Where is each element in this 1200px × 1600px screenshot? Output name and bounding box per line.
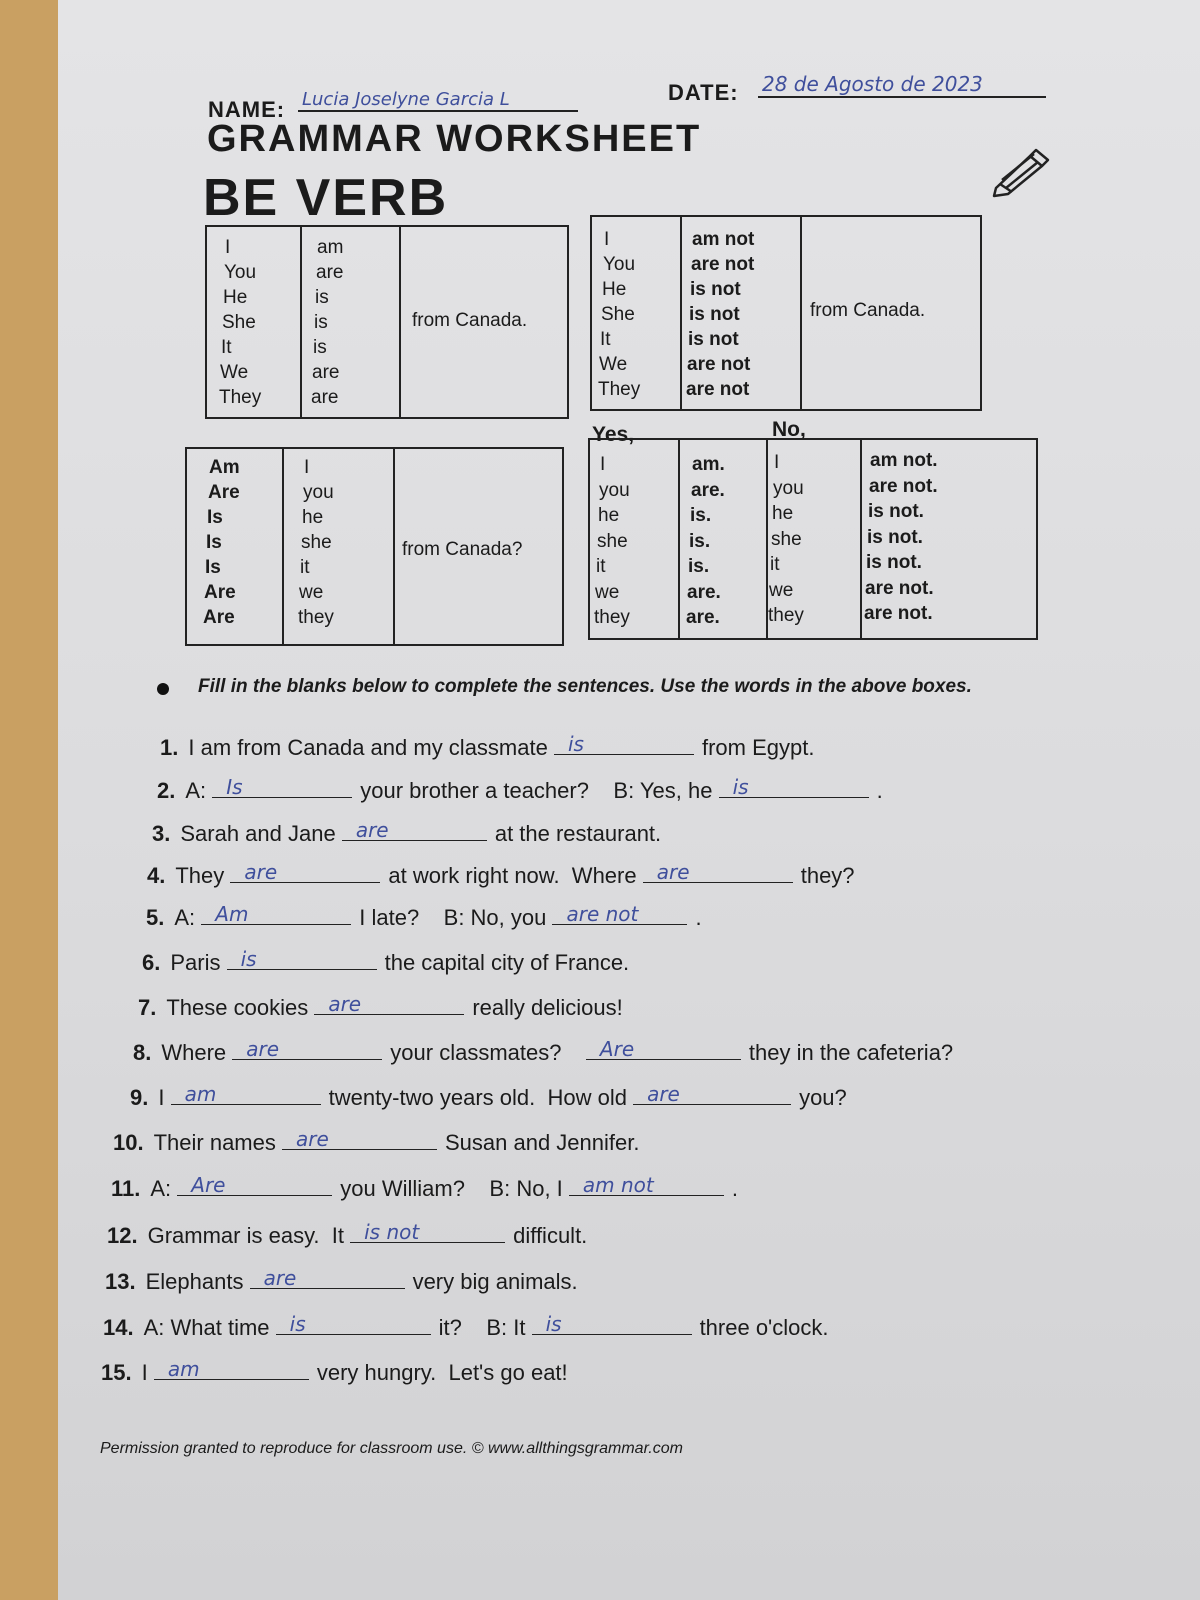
handwritten-answer: is xyxy=(732,775,749,799)
table-verb: Am xyxy=(209,457,240,478)
short-answer-table xyxy=(588,438,1038,640)
question-item xyxy=(157,775,883,804)
table-verb: is not xyxy=(689,304,740,325)
question-number: 15. xyxy=(101,1360,132,1385)
table-verb: are not. xyxy=(869,475,938,497)
table-subject: it xyxy=(300,557,310,578)
handwritten-answer: is not xyxy=(364,1220,420,1244)
handwritten-answer: are xyxy=(656,860,690,884)
date-label: DATE: xyxy=(668,80,739,105)
answer-blank[interactable] xyxy=(232,1037,382,1060)
table-subject: You xyxy=(603,254,636,275)
table-verb: are. xyxy=(686,607,720,628)
answer-blank[interactable] xyxy=(282,1127,437,1150)
question-item xyxy=(101,1357,568,1386)
question-item xyxy=(142,947,629,976)
answer-blank[interactable] xyxy=(171,1082,321,1105)
question-item xyxy=(107,1220,587,1249)
question-text: A: What time xyxy=(143,1315,276,1340)
table-verb: are. xyxy=(687,581,721,603)
answer-blank[interactable] xyxy=(586,1037,741,1060)
table-verb: are not. xyxy=(864,603,933,624)
table-subject: he xyxy=(302,507,324,528)
table-subject: He xyxy=(223,287,248,308)
answer-blank[interactable] xyxy=(177,1173,332,1196)
table-subject: he xyxy=(598,505,620,526)
table-verb: is not xyxy=(688,329,739,350)
table-verb: are xyxy=(312,362,340,383)
handwritten-answer: am xyxy=(167,1357,200,1381)
table-subject: It xyxy=(600,329,611,350)
footer-credit: Permission granted to reproduce for classroom use. © www.allthingsgrammar.com xyxy=(100,1440,683,1457)
table-subject: He xyxy=(602,279,627,300)
table-verb: is not. xyxy=(867,526,923,548)
question-item xyxy=(133,1037,953,1066)
question-text: Their names xyxy=(153,1130,282,1155)
table-verb: am not. xyxy=(870,450,938,471)
table-verb: is xyxy=(315,287,329,308)
table-verb: are not. xyxy=(865,577,934,599)
no-label: No, xyxy=(772,418,806,441)
table-subject: you xyxy=(599,479,630,501)
answer-blank[interactable] xyxy=(552,902,687,925)
table-verb: is. xyxy=(690,505,712,526)
table-subject: we xyxy=(299,582,324,603)
question-item xyxy=(138,992,623,1021)
table-subject: I xyxy=(225,237,231,258)
question-item xyxy=(160,732,814,761)
table-verb: are. xyxy=(691,479,725,501)
table-verb: Is xyxy=(206,532,222,553)
table-verb: is not. xyxy=(866,552,922,573)
question-text: A: xyxy=(174,905,202,930)
table-verb: is. xyxy=(688,556,710,577)
question-number: 9. xyxy=(130,1085,149,1110)
question-text: Elephants xyxy=(145,1269,250,1294)
answer-blank[interactable] xyxy=(212,775,352,798)
question-text: They xyxy=(175,863,231,888)
answer-blank[interactable] xyxy=(532,1312,692,1335)
table-verb: Is xyxy=(205,557,221,578)
question-text: your brother a teacher? B: Yes, he xyxy=(360,778,719,803)
question-number: 2. xyxy=(157,778,176,803)
handwritten-answer: are not xyxy=(566,902,639,926)
question-text: it? B: It xyxy=(438,1315,532,1340)
question-item xyxy=(152,818,661,847)
question-text: I xyxy=(158,1085,171,1110)
question-item xyxy=(146,902,702,931)
answer-blank[interactable] xyxy=(569,1173,724,1196)
question-number: 5. xyxy=(146,905,165,930)
answer-blank[interactable] xyxy=(201,902,351,925)
affirmative-table xyxy=(205,225,569,419)
question-text: very big animals. xyxy=(412,1269,578,1294)
question-item xyxy=(130,1082,847,1111)
question-text: at the restaurant. xyxy=(494,821,662,846)
handwritten-answer: are xyxy=(355,818,389,842)
handwritten-answer: Are xyxy=(599,1037,635,1061)
answer-blank[interactable] xyxy=(314,992,464,1015)
question-text: you? xyxy=(799,1085,847,1110)
question-text: you William? B: No, I xyxy=(340,1176,569,1201)
handwritten-answer: Are xyxy=(191,1173,226,1197)
question-text: Grammar is easy. It xyxy=(147,1223,351,1248)
question-number: 13. xyxy=(105,1269,136,1294)
answer-blank[interactable] xyxy=(554,732,694,755)
handwritten-answer: are xyxy=(647,1082,680,1106)
name-field[interactable] xyxy=(298,84,578,112)
worksheet-subtitle: BE VERB xyxy=(203,169,449,227)
table-verb: is xyxy=(313,337,327,358)
question-number: 10. xyxy=(113,1130,144,1155)
question-text: Where xyxy=(161,1040,233,1065)
table-verb: is xyxy=(314,312,328,333)
question-text: twenty-two years old. How old xyxy=(328,1085,634,1110)
handwritten-answer: is xyxy=(240,947,257,971)
table-verb: is not. xyxy=(868,501,924,522)
question-text: A: xyxy=(185,778,213,803)
question-item xyxy=(103,1312,829,1341)
table-subject: it xyxy=(770,554,780,575)
question-number: 6. xyxy=(142,950,161,975)
handwritten-answer: are xyxy=(328,992,362,1016)
question-text: your classmates? xyxy=(390,1040,586,1065)
question-text: difficult. xyxy=(513,1223,588,1248)
question-text: Susan and Jennifer. xyxy=(444,1130,640,1155)
table-verb: is not xyxy=(690,279,741,300)
table-phrase: from Canada? xyxy=(402,539,523,560)
question-text: I xyxy=(141,1360,154,1385)
question-text: three o'clock. xyxy=(699,1315,829,1340)
question-number: 3. xyxy=(152,821,171,846)
table-subject: she xyxy=(597,530,628,552)
table-subject: They xyxy=(598,379,641,400)
table-subject: they xyxy=(594,607,630,628)
table-verb: are not xyxy=(687,354,751,375)
question-text: These cookies xyxy=(166,995,315,1020)
table-subject: You xyxy=(224,262,257,283)
worksheet-title: GRAMMAR WORKSHEET xyxy=(207,118,702,160)
answer-blank[interactable] xyxy=(643,860,793,883)
table-subject: she xyxy=(301,532,332,553)
name-label: NAME: xyxy=(208,97,286,122)
table-subject: they xyxy=(298,607,334,628)
table-verb: am. xyxy=(692,454,725,475)
table-subject: I xyxy=(304,457,310,478)
table-verb: am xyxy=(317,237,344,258)
question-table xyxy=(185,447,564,646)
date-field[interactable] xyxy=(758,70,1046,98)
handwritten-answer: is xyxy=(567,732,584,756)
handwritten-answer: are xyxy=(295,1127,329,1151)
table-verb: Are xyxy=(204,582,236,603)
question-text: Sarah and Jane xyxy=(180,821,342,846)
answer-blank[interactable] xyxy=(250,1266,405,1289)
table-subject: they xyxy=(768,605,804,626)
question-text: from Egypt. xyxy=(701,735,815,760)
handwritten-answer: are xyxy=(246,1037,280,1061)
question-text: at work right now. Where xyxy=(388,863,643,888)
answer-blank[interactable] xyxy=(350,1220,505,1243)
question-text: I late? B: No, you xyxy=(359,905,553,930)
question-number: 4. xyxy=(147,863,166,888)
table-subject: They xyxy=(219,387,262,408)
question-text: . xyxy=(731,1176,739,1201)
table-verb: Are xyxy=(208,482,240,503)
table-verb: are xyxy=(311,387,339,408)
answer-blank[interactable] xyxy=(633,1082,791,1105)
question-number: 14. xyxy=(103,1315,134,1340)
table-verb: am not xyxy=(692,229,755,250)
table-subject: it xyxy=(596,556,606,577)
table-subject: she xyxy=(771,528,802,550)
question-item xyxy=(105,1266,578,1295)
question-text: really delicious! xyxy=(472,995,623,1020)
instructions: Fill in the blanks below to complete the sentences. Use the words in the above boxes. xyxy=(198,676,972,697)
handwritten-answer: are xyxy=(244,860,278,884)
date-value: 28 de Agosto de 2023 xyxy=(762,72,983,96)
table-verb: is. xyxy=(689,530,711,552)
handwritten-answer: is xyxy=(289,1312,306,1336)
answer-blank[interactable] xyxy=(227,947,377,970)
table-subject: we xyxy=(769,579,794,601)
table-verb: are xyxy=(316,262,344,283)
table-subject: I xyxy=(774,452,780,473)
question-text: Paris xyxy=(170,950,227,975)
answer-blank[interactable] xyxy=(154,1357,309,1380)
answer-blank[interactable] xyxy=(342,818,487,841)
question-text: . xyxy=(695,905,702,930)
question-number: 12. xyxy=(107,1223,138,1248)
table-verb: are not xyxy=(691,254,755,275)
table-verb: Is xyxy=(207,507,223,528)
table-subject: you xyxy=(773,477,804,499)
question-text: A: xyxy=(150,1176,178,1201)
table-subject: we xyxy=(595,581,620,603)
handwritten-answer: are xyxy=(263,1266,297,1290)
question-text: . xyxy=(876,778,883,803)
handwritten-answer: Am xyxy=(215,902,249,926)
question-text: I am from Canada and my classmate xyxy=(188,735,554,760)
answer-blank[interactable] xyxy=(230,860,380,883)
yes-label: Yes, xyxy=(592,423,635,446)
answer-blank[interactable] xyxy=(719,775,869,798)
handwritten-answer: am not xyxy=(582,1173,654,1197)
table-subject: We xyxy=(220,362,249,383)
table-subject: he xyxy=(772,503,794,524)
negative-table xyxy=(590,215,982,411)
table-subject: She xyxy=(222,312,256,333)
pencil-icon xyxy=(990,142,1050,198)
table-subject: It xyxy=(221,337,232,358)
question-text: the capital city of France. xyxy=(384,950,630,975)
handwritten-answer: Is xyxy=(226,775,243,799)
handwritten-answer: is xyxy=(545,1312,562,1336)
question-item xyxy=(147,860,855,889)
question-number: 1. xyxy=(160,735,179,760)
question-number: 11. xyxy=(111,1176,141,1201)
name-value: Lucia Joselyne Garcia L xyxy=(302,89,510,110)
question-text: they? xyxy=(800,863,855,888)
table-subject: We xyxy=(599,354,628,375)
table-subject: I xyxy=(600,454,606,475)
handwritten-answer: am xyxy=(184,1082,217,1106)
question-item xyxy=(113,1127,639,1156)
question-number: 8. xyxy=(133,1040,152,1065)
question-text: very hungry. Let's go eat! xyxy=(316,1360,568,1385)
question-number: 7. xyxy=(138,995,157,1020)
table-verb: are not xyxy=(686,379,750,400)
table-phrase: from Canada. xyxy=(412,310,528,331)
bullet-icon xyxy=(157,683,169,695)
question-item xyxy=(111,1173,738,1202)
table-subject: I xyxy=(604,229,610,250)
table-verb: Are xyxy=(203,607,235,628)
table-subject: you xyxy=(303,482,334,503)
table-phrase: from Canada. xyxy=(810,300,926,321)
table-subject: She xyxy=(601,304,635,325)
answer-blank[interactable] xyxy=(276,1312,431,1335)
question-text: they in the cafeteria? xyxy=(748,1040,954,1065)
